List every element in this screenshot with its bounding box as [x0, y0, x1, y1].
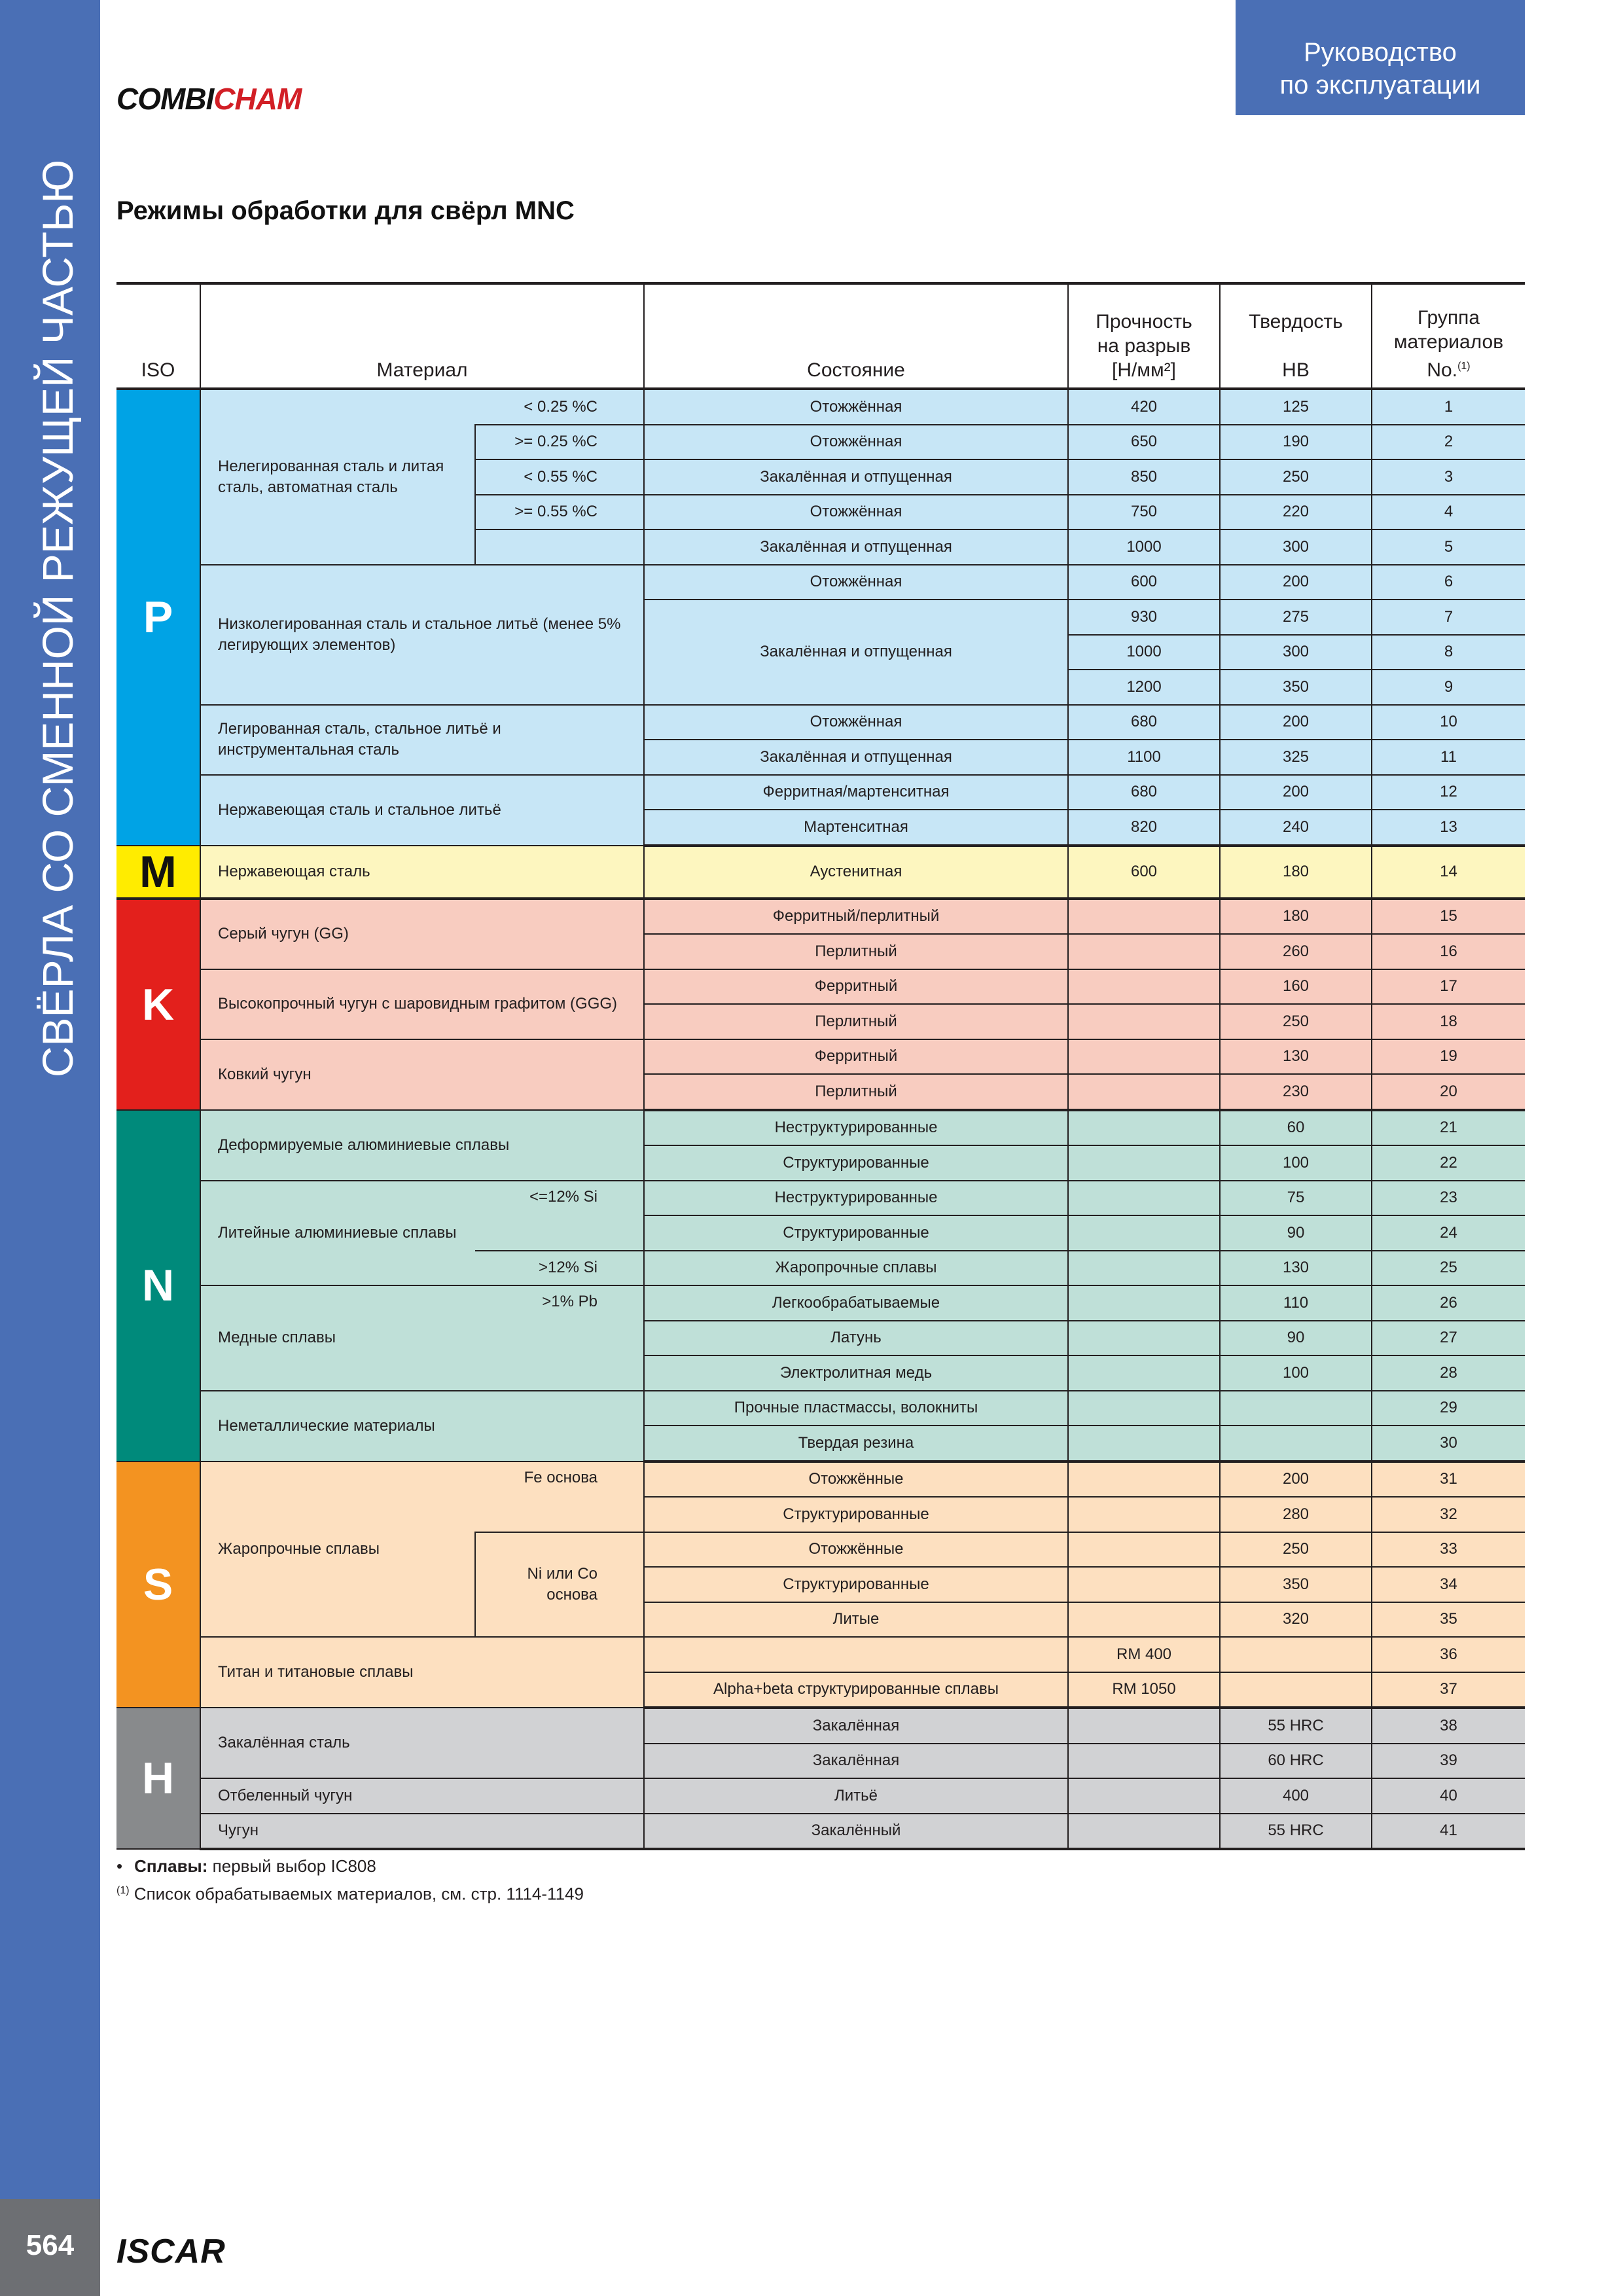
group-no-cell: 11 — [1372, 740, 1525, 775]
header-hardness — [1220, 283, 1372, 389]
condition-cell: Alpha+beta структурированные сплавы — [644, 1672, 1068, 1708]
guide-line-2: по эксплуатации — [1279, 71, 1481, 99]
strength-cell: 750 — [1068, 495, 1220, 530]
hardness-cell: 200 — [1220, 565, 1372, 600]
condition-cell: Легкообрабатываемые — [644, 1285, 1068, 1321]
hardness-cell: 320 — [1220, 1602, 1372, 1638]
strength-cell — [1068, 1497, 1220, 1532]
table-row — [116, 969, 1525, 1005]
table-row — [116, 389, 1525, 425]
sub-condition — [475, 529, 644, 565]
strength-cell: 650 — [1068, 425, 1220, 460]
group-no-cell: 4 — [1372, 495, 1525, 530]
header-group-line1: Группа — [1417, 307, 1480, 329]
header-iso: ISO — [116, 283, 200, 389]
table-row — [116, 1462, 1525, 1498]
condition-cell: Ферритный — [644, 969, 1068, 1005]
strength-cell — [1068, 934, 1220, 969]
condition-cell: Литьё — [644, 1778, 1068, 1814]
strength-cell — [1068, 969, 1220, 1005]
hardness-cell: 200 — [1220, 775, 1372, 810]
table-row — [116, 1708, 1525, 1744]
table-row — [116, 1778, 1525, 1814]
header-strength-line3: [Н/мм²] — [1112, 359, 1176, 381]
condition-cell: Перлитный — [644, 934, 1068, 969]
page-number: 564 — [26, 2229, 75, 2261]
strength-cell: 680 — [1068, 705, 1220, 740]
strength-cell — [1068, 1110, 1220, 1146]
side-title-text: СВЁРЛА СО СМЕННОЙ РЕЖУЩЕЙ ЧАСТЬЮ — [33, 159, 82, 1078]
hardness-cell: 190 — [1220, 425, 1372, 460]
group-no-cell: 3 — [1372, 459, 1525, 495]
header-group — [1372, 283, 1525, 389]
strength-cell — [1068, 1814, 1220, 1850]
strength-cell — [1068, 1181, 1220, 1216]
group-no-cell: 1 — [1372, 389, 1525, 425]
strength-cell — [1068, 1215, 1220, 1251]
group-no-cell: 26 — [1372, 1285, 1525, 1321]
table-row — [116, 1637, 1525, 1672]
table-row — [116, 846, 1525, 899]
group-no-cell: 36 — [1372, 1637, 1525, 1672]
group-no-cell: 8 — [1372, 635, 1525, 670]
strength-cell — [1068, 1039, 1220, 1075]
hardness-cell: 250 — [1220, 1532, 1372, 1568]
condition-cell — [644, 1637, 1068, 1672]
hardness-cell: 400 — [1220, 1778, 1372, 1814]
condition-cell: Структурированные — [644, 1497, 1068, 1532]
header-material: Материал — [200, 283, 644, 389]
group-no-cell: 39 — [1372, 1744, 1525, 1779]
hardness-cell: 350 — [1220, 1567, 1372, 1602]
hardness-cell: 350 — [1220, 670, 1372, 705]
group-no-cell: 19 — [1372, 1039, 1525, 1075]
group-no-cell: 33 — [1372, 1532, 1525, 1568]
condition-cell: Отожжённая — [644, 389, 1068, 425]
hardness-cell — [1220, 1672, 1372, 1708]
material-cell: Титан и титановые сплавы — [200, 1637, 644, 1708]
condition-cell: Неструктурированные — [644, 1110, 1068, 1146]
hardness-cell: 300 — [1220, 529, 1372, 565]
group-no-cell: 7 — [1372, 600, 1525, 635]
group-no-cell: 18 — [1372, 1004, 1525, 1039]
iso-p-label: P — [116, 389, 200, 846]
strength-cell — [1068, 1321, 1220, 1356]
hardness-cell: 130 — [1220, 1039, 1372, 1075]
footnote — [116, 1878, 584, 1907]
strength-cell — [1068, 1355, 1220, 1391]
page-title: Режимы обработки для свёрл MNC — [116, 196, 575, 225]
condition-cell: Неструктурированные — [644, 1181, 1068, 1216]
footnote-text: Список обрабатываемых материалов, см. стр. 1114-1149 — [134, 1884, 584, 1904]
condition-cell: Закалённая и отпущенная — [644, 529, 1068, 565]
group-no-cell: 38 — [1372, 1708, 1525, 1744]
group-no-cell: 17 — [1372, 969, 1525, 1005]
hardness-cell: 160 — [1220, 969, 1372, 1005]
condition-cell: Литые — [644, 1602, 1068, 1638]
group-no-cell: 41 — [1372, 1814, 1525, 1850]
hardness-cell: 125 — [1220, 389, 1372, 425]
material-cell: Низколегированная сталь и стальное литьё (менее 5% легирующих элементов) — [200, 565, 644, 705]
strength-cell: 1000 — [1068, 529, 1220, 565]
group-no-cell: 35 — [1372, 1602, 1525, 1638]
strength-cell: RM 400 — [1068, 1637, 1220, 1672]
strength-cell: 1000 — [1068, 635, 1220, 670]
condition-cell: Структурированные — [644, 1215, 1068, 1251]
iso-m-label: M — [116, 846, 200, 899]
guide-line-1: Руководство — [1304, 38, 1457, 67]
group-no-cell: 28 — [1372, 1355, 1525, 1391]
table-header-row — [116, 283, 1525, 389]
condition-cell: Перлитный — [644, 1004, 1068, 1039]
group-no-cell: 31 — [1372, 1462, 1525, 1498]
group-no-cell: 24 — [1372, 1215, 1525, 1251]
header-group-footnote: (1) — [1457, 361, 1471, 372]
sub-condition: >= 0.55 %C — [475, 495, 644, 530]
sub-condition: Ni или Co основа — [475, 1532, 644, 1638]
strength-cell — [1068, 1004, 1220, 1039]
hardness-cell — [1220, 1391, 1372, 1426]
hardness-cell: 240 — [1220, 810, 1372, 846]
condition-cell: Ферритная/мартенситная — [644, 775, 1068, 810]
iso-n-label: N — [116, 1110, 200, 1462]
notes — [116, 1854, 584, 1907]
hardness-cell — [1220, 1426, 1372, 1462]
material-cell: Ковкий чугун — [200, 1039, 644, 1110]
group-no-cell: 25 — [1372, 1251, 1525, 1286]
group-no-cell: 14 — [1372, 846, 1525, 899]
table-row — [116, 705, 1525, 740]
hardness-cell: 180 — [1220, 899, 1372, 935]
table-row — [116, 1039, 1525, 1075]
hardness-cell: 275 — [1220, 600, 1372, 635]
hardness-cell: 100 — [1220, 1355, 1372, 1391]
hardness-cell — [1220, 1637, 1372, 1672]
header-hardness-line1: Твердость — [1249, 311, 1343, 332]
group-no-cell: 29 — [1372, 1391, 1525, 1426]
bullet-icon: • — [116, 1856, 123, 1876]
material-cell: Нелегированная сталь и литая сталь, автоматная сталь — [200, 389, 475, 565]
iso-s-label: S — [116, 1462, 200, 1708]
material-cell: Деформируемые алюминиевые сплавы — [200, 1110, 644, 1181]
table-row — [116, 1285, 1525, 1321]
material-cell: Литейные алюминиевые сплавы — [200, 1181, 475, 1286]
hardness-cell: 90 — [1220, 1321, 1372, 1356]
strength-cell — [1068, 1602, 1220, 1638]
group-no-cell: 12 — [1372, 775, 1525, 810]
logo-part-2: CHAM — [213, 82, 302, 116]
strength-cell: 850 — [1068, 459, 1220, 495]
hardness-cell: 130 — [1220, 1251, 1372, 1286]
strength-cell: 820 — [1068, 810, 1220, 846]
brand-logo: ISCAR — [116, 2233, 226, 2270]
strength-cell: 600 — [1068, 565, 1220, 600]
material-cell: Чугун — [200, 1814, 644, 1850]
hardness-cell: 200 — [1220, 1462, 1372, 1498]
sub-condition: >= 0.25 %C — [475, 425, 644, 460]
condition-cell: Мартенситная — [644, 810, 1068, 846]
strength-cell: 600 — [1068, 846, 1220, 899]
logo-part-1: COMBI — [116, 82, 214, 116]
condition-cell: Закалённая — [644, 1708, 1068, 1744]
table-row — [116, 775, 1525, 810]
hardness-cell: 100 — [1220, 1145, 1372, 1181]
strength-cell: 930 — [1068, 600, 1220, 635]
hardness-cell: 55 HRC — [1220, 1814, 1372, 1850]
header-group-line3: No. — [1427, 359, 1458, 381]
material-cell: Неметаллические материалы — [200, 1391, 644, 1462]
alloys-note — [116, 1854, 584, 1878]
iso-h-label: H — [116, 1708, 200, 1849]
hardness-cell: 220 — [1220, 495, 1372, 530]
condition-cell: Структурированные — [644, 1567, 1068, 1602]
sub-condition: >1% Pb — [475, 1285, 644, 1391]
group-no-cell: 37 — [1372, 1672, 1525, 1708]
material-cell: Медные сплавы — [200, 1285, 475, 1391]
condition-cell: Закалённый — [644, 1814, 1068, 1850]
strength-cell — [1068, 1744, 1220, 1779]
strength-cell — [1068, 1145, 1220, 1181]
condition-cell: Аустенитная — [644, 846, 1068, 899]
condition-cell: Электролитная медь — [644, 1355, 1068, 1391]
header-hardness-line2: HB — [1282, 359, 1310, 381]
condition-cell: Закалённая и отпущенная — [644, 740, 1068, 775]
group-no-cell: 27 — [1372, 1321, 1525, 1356]
hardness-cell: 280 — [1220, 1497, 1372, 1532]
material-cell: Отбеленный чугун — [200, 1778, 644, 1814]
strength-cell: 680 — [1068, 775, 1220, 810]
hardness-cell: 55 HRC — [1220, 1708, 1372, 1744]
group-no-cell: 15 — [1372, 899, 1525, 935]
hardness-cell: 90 — [1220, 1215, 1372, 1251]
strength-cell — [1068, 1567, 1220, 1602]
hardness-cell: 110 — [1220, 1285, 1372, 1321]
strength-cell — [1068, 899, 1220, 935]
header-group-line2: материалов — [1393, 331, 1504, 353]
group-no-cell: 20 — [1372, 1074, 1525, 1110]
header-strength — [1068, 283, 1220, 389]
sub-condition: < 0.25 %C — [475, 389, 644, 425]
strength-cell — [1068, 1391, 1220, 1426]
group-no-cell: 32 — [1372, 1497, 1525, 1532]
hardness-cell: 250 — [1220, 1004, 1372, 1039]
group-no-cell: 10 — [1372, 705, 1525, 740]
material-cell: Закалённая сталь — [200, 1708, 644, 1778]
group-no-cell: 30 — [1372, 1426, 1525, 1462]
condition-cell: Отожжённая — [644, 495, 1068, 530]
hardness-cell: 75 — [1220, 1181, 1372, 1216]
strength-cell — [1068, 1074, 1220, 1110]
sub-condition: >12% Si — [475, 1251, 644, 1286]
header-condition: Состояние — [644, 283, 1068, 389]
strength-cell — [1068, 1532, 1220, 1568]
hardness-cell: 200 — [1220, 705, 1372, 740]
material-cell: Нержавеющая сталь — [200, 846, 644, 899]
strength-cell: RM 1050 — [1068, 1672, 1220, 1708]
condition-cell: Закалённая — [644, 1744, 1068, 1779]
hardness-cell: 230 — [1220, 1074, 1372, 1110]
condition-cell: Отожжённая — [644, 425, 1068, 460]
group-no-cell: 9 — [1372, 670, 1525, 705]
sub-condition: Fe основа — [475, 1462, 644, 1532]
table-row — [116, 899, 1525, 935]
condition-cell: Перлитный — [644, 1074, 1068, 1110]
strength-cell: 1100 — [1068, 740, 1220, 775]
strength-cell — [1068, 1285, 1220, 1321]
material-cell: Нержавеющая сталь и стальное литьё — [200, 775, 644, 846]
strength-cell — [1068, 1251, 1220, 1286]
table-row — [116, 1391, 1525, 1426]
header-strength-line2: на разрыв — [1097, 335, 1191, 357]
group-no-cell: 2 — [1372, 425, 1525, 460]
iso-k-label: K — [116, 899, 200, 1110]
table-row — [116, 1181, 1525, 1216]
condition-cell: Отожжённые — [644, 1532, 1068, 1568]
strength-cell — [1068, 1462, 1220, 1498]
condition-cell: Отожжённые — [644, 1462, 1068, 1498]
alloys-label: Сплавы: — [134, 1856, 208, 1876]
condition-cell: Прочные пластмассы, волокниты — [644, 1391, 1068, 1426]
table-row — [116, 1814, 1525, 1850]
hardness-cell: 260 — [1220, 934, 1372, 969]
condition-cell: Структурированные — [644, 1145, 1068, 1181]
condition-cell: Ферритный/перлитный — [644, 899, 1068, 935]
condition-cell: Жаропрочные сплавы — [644, 1251, 1068, 1286]
sub-condition: <=12% Si — [475, 1181, 644, 1251]
header-strength-line1: Прочность — [1096, 311, 1192, 332]
material-cell: Высокопрочный чугун с шаровидным графитом (GGG) — [200, 969, 644, 1039]
table-row — [116, 1110, 1525, 1146]
sub-condition: < 0.55 %C — [475, 459, 644, 495]
group-no-cell: 16 — [1372, 934, 1525, 969]
material-cell: Легированная сталь, стальное литьё и инструментальная сталь — [200, 705, 644, 775]
group-no-cell: 21 — [1372, 1110, 1525, 1146]
group-no-cell: 23 — [1372, 1181, 1525, 1216]
strength-cell — [1068, 1708, 1220, 1744]
condition-cell: Отожжённая — [644, 705, 1068, 740]
condition-cell: Латунь — [644, 1321, 1068, 1356]
strength-cell: 420 — [1068, 389, 1220, 425]
hardness-cell: 180 — [1220, 846, 1372, 899]
group-no-cell: 40 — [1372, 1778, 1525, 1814]
combicham-logo — [116, 81, 301, 117]
hardness-cell: 60 HRC — [1220, 1744, 1372, 1779]
hardness-cell: 325 — [1220, 740, 1372, 775]
material-cell: Жаропрочные сплавы — [200, 1462, 475, 1638]
group-no-cell: 6 — [1372, 565, 1525, 600]
group-no-cell: 5 — [1372, 529, 1525, 565]
condition-cell: Закалённая и отпущенная — [644, 459, 1068, 495]
hardness-cell: 300 — [1220, 635, 1372, 670]
hardness-cell: 250 — [1220, 459, 1372, 495]
hardness-cell: 60 — [1220, 1110, 1372, 1146]
strength-cell: 1200 — [1068, 670, 1220, 705]
group-no-cell: 34 — [1372, 1567, 1525, 1602]
strength-cell — [1068, 1426, 1220, 1462]
cutting-data-table — [116, 282, 1525, 1850]
group-no-cell: 13 — [1372, 810, 1525, 846]
group-no-cell: 22 — [1372, 1145, 1525, 1181]
condition-cell: Закалённая и отпущенная — [644, 600, 1068, 705]
condition-cell: Твердая резина — [644, 1426, 1068, 1462]
footnote-mark: (1) — [116, 1885, 130, 1896]
condition-cell: Отожжённая — [644, 565, 1068, 600]
table-row — [116, 565, 1525, 600]
alloys-text: первый выбор IC808 — [212, 1856, 376, 1876]
condition-cell: Ферритный — [644, 1039, 1068, 1075]
material-cell: Серый чугун (GG) — [200, 899, 644, 969]
strength-cell — [1068, 1778, 1220, 1814]
